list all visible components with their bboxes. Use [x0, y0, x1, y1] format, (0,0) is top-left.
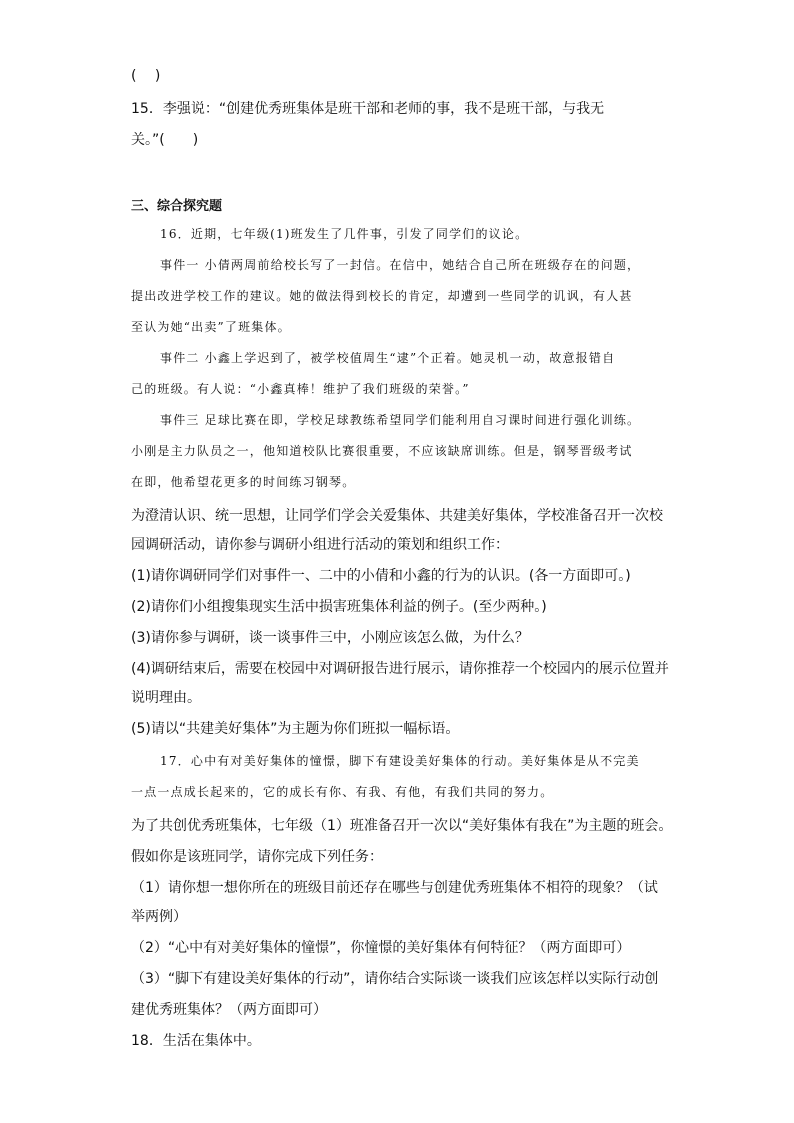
q16-subquestion-2: (2)请你们小组搜集现实生活中损害班集体利益的例子。(至少两种。): [131, 599, 547, 615]
q16-task-line: 园调研活动，请你参与调研小组进行活动的策划和组织工作：: [131, 537, 509, 553]
q16-event3-line: 事件三 足球比赛在即，学校足球教练希望同学们能利用自习课时间进行强化训练。: [160, 413, 641, 427]
q16-event1-line: 提出改进学校工作的建议。她的做法得到校长的肯定，却遭到一些同学的讥讽，有人甚: [131, 289, 633, 303]
q17-subquestion-1-line: （1）请你想一想你所在的班级目前还存在哪些与创建优秀班集体不相符的现象？（试: [131, 880, 658, 896]
q16-subquestion-4-line: 说明理由。: [131, 690, 201, 706]
q17-task-line: 为了共创优秀班集体，七年级（1）班准备召开一次以“美好集体有我在”为主题的班会。: [131, 818, 673, 834]
q16-event3-line: 在即，他希望花更多的时间练习钢琴。: [131, 475, 356, 489]
q17-subquestion-2: （2）“心中有对美好集体的憧憬”，你憧憬的美好集体有何特征？（两方面即可）: [131, 940, 631, 956]
q16-intro: 16．近期，七年级(1)班发生了几件事，引发了同学们的议论。: [160, 227, 529, 241]
q15-line-1: 15．李强说：“创建优秀班集体是班干部和老师的事，我不是班干部，与我无: [131, 101, 605, 117]
q16-subquestion-5: (5)请以“共建美好集体”为主题为你们班拟一幅标语。: [131, 721, 460, 737]
q17-subquestion-3-line: 建优秀班集体？（两方面即可）: [131, 1002, 327, 1018]
q17-task-line: 假如你是该班同学，请你完成下列任务：: [131, 849, 383, 865]
q16-subquestion-3: (3)请你参与调研，谈一谈事件三中，小刚应该怎么做，为什么？: [131, 630, 529, 646]
q16-subquestion-1: (1)请你调研同学们对事件一、二中的小倩和小鑫的行为的认识。(各一方面即可。): [131, 568, 631, 584]
q17-subquestion-1-line: 举两例）: [131, 909, 187, 925]
q16-event2-line: 己的班级。有人说：“小鑫真棒！维护了我们班级的荣誉。”: [131, 382, 470, 396]
q16-subquestion-4-line: (4)调研结束后，需要在校园中对调研报告进行展示，请你推荐一个校园内的展示位置并: [131, 661, 669, 677]
q17-intro-line: 一点一点成长起来的，它的成长有你、有我、有他，有我们共同的努力。: [131, 785, 554, 799]
q16-event1-line: 事件一 小倩两周前给校长写了一封信。在信中，她结合自己所在班级存在的问题，: [160, 258, 641, 272]
q16-event2-line: 事件二 小鑫上学迟到了，被学校值周生“逮”个正着。她灵机一动，故意报错自: [160, 351, 616, 365]
section-title: 三、综合探究题: [131, 199, 223, 214]
q17-intro-line: 17．心中有对美好集体的憧憬，脚下有建设美好集体的行动。美好集体是从不完美: [160, 754, 640, 768]
q15-line-2: 关。”( ): [131, 132, 199, 148]
q17-subquestion-3-line: （3）“脚下有建设美好集体的行动”，请你结合实际谈一谈我们应该怎样以实际行动创: [131, 971, 659, 987]
q16-event3-line: 小刚是主力队员之一，他知道校队比赛很重要，不应该缺席训练。但是，钢琴晋级考试: [131, 444, 633, 458]
q18-intro: 18．生活在集体中。: [131, 1033, 261, 1049]
q14-answer-blank: ( ): [131, 68, 161, 84]
q16-event1-line: 至认为她“出卖”了班集体。: [131, 320, 291, 334]
q16-task-line: 为澄清认识、统一思想，让同学们学会关爱集体、共建美好集体，学校准备召开一次校: [131, 508, 663, 524]
